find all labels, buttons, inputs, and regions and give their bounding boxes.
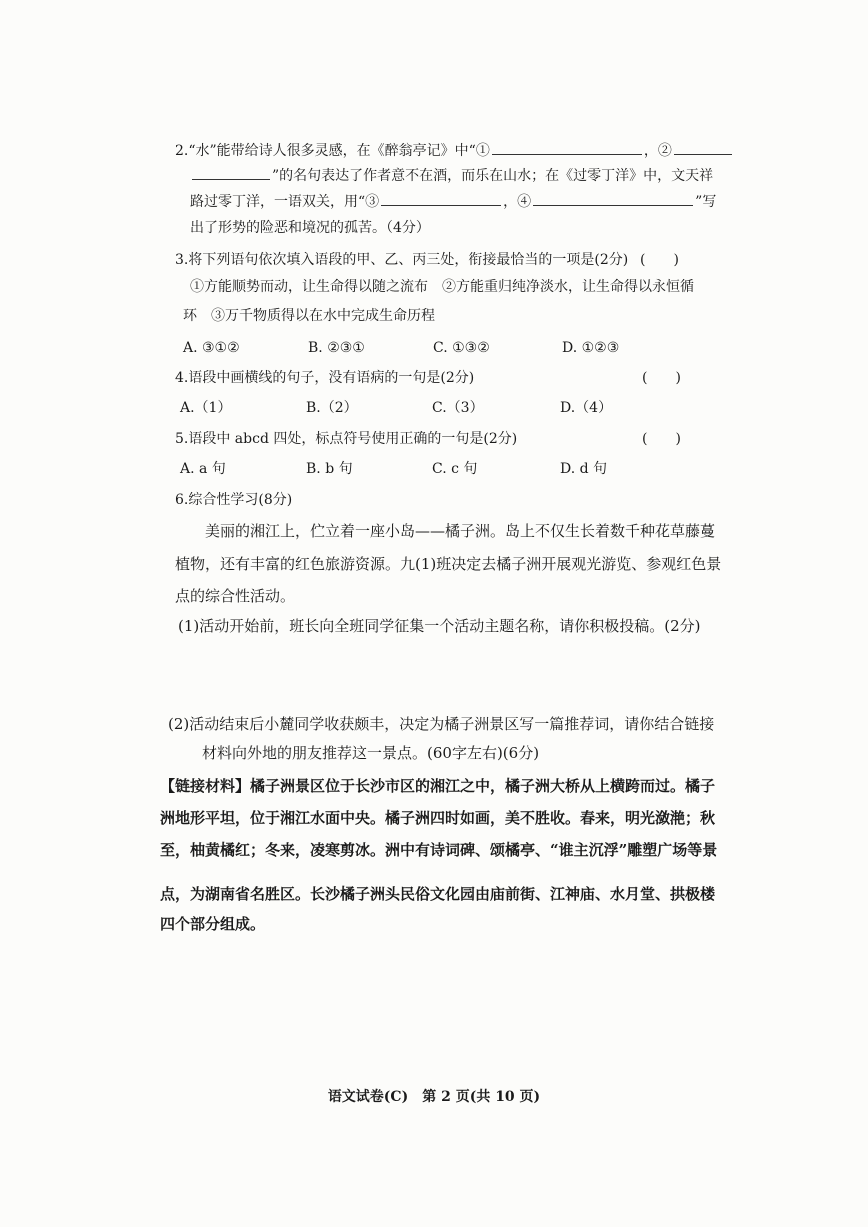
q5-option-c: C. c 句 xyxy=(432,461,478,477)
q2-line4: 出了形势的险恶和境况的孤苦。（4分） xyxy=(190,220,430,236)
blank-4[interactable] xyxy=(533,191,693,206)
page-footer: 语文试卷(C) 第 2 页(共 10 页) xyxy=(327,1089,541,1105)
q4-option-d: D.（4） xyxy=(560,400,613,416)
link-material-1: 【链接材料】橘子洲景区位于长沙市区的湘江之中，橘子洲大桥从上横跨而过。橘子 xyxy=(160,777,716,795)
q3-option-d: D. ①②③ xyxy=(562,340,620,356)
link-material-2: 洲地形平坦，位于湘江水面中央。橘子洲四时如画，美不胜收。春来，明光潋滟；秋 xyxy=(160,809,716,827)
link-material-4: 点，为湖南省名胜区。长沙橘子洲头民俗文化园由庙前街、江神庙、水月堂、拱极楼 xyxy=(160,885,716,903)
q3-answer-paren[interactable]: ( ) xyxy=(640,252,679,268)
q2-text-c: ”的名句表达了作者意不在酒，而乐在山水；在《过零丁洋》中，文天祥 xyxy=(272,168,714,184)
q2-text-f: ”写 xyxy=(695,194,717,210)
blank-2b[interactable] xyxy=(192,165,270,180)
q2-line3 xyxy=(190,191,716,212)
link-material-3: 至，柚黄橘红；冬来，凌寒剪冰。洲中有诗词碑、颂橘亭、“谁主沉浮”雕塑广场等景 xyxy=(160,841,718,859)
q5-option-d: D. d 句 xyxy=(560,461,608,477)
q3-stem: 3.将下列语句依次填入语段的甲、乙、丙三处，衔接最恰当的一项是(2分) xyxy=(175,252,629,268)
q2-line1 xyxy=(175,140,734,161)
q4-answer-paren[interactable]: ( ) xyxy=(642,370,681,386)
q6-sub2-b: 材料向外地的朋友推荐这一景点。(60字左右)(6分) xyxy=(202,744,540,762)
q6-intro-2: 植物，还有丰富的红色旅游资源。九(1)班决定去橘子洲开展观光游览、参观红色景 xyxy=(175,555,722,573)
q2-text-e: ，④ xyxy=(503,194,532,210)
q4-option-b: B.（2） xyxy=(306,400,358,416)
q6-stem: 6.综合性学习(8分) xyxy=(175,492,293,508)
q2-text-b: ，② xyxy=(643,143,672,159)
q5-stem: 5.语段中 abcd 四处，标点符号使用正确的一句是(2分) xyxy=(175,431,518,447)
q6-intro-1: 美丽的湘江上，伫立着一座小岛——橘子洲。岛上不仅生长着数千种花草藤蔓 xyxy=(205,522,716,540)
q5-answer-paren[interactable]: ( ) xyxy=(642,431,681,447)
q6-sub1: (1)活动开始前，班长向全班同学征集一个活动主题名称，请你积极投稿。(2分) xyxy=(178,617,701,635)
blank-2a[interactable] xyxy=(674,140,732,155)
q3-option-a: A. ③①② xyxy=(183,340,240,356)
link-material-5: 四个部分组成。 xyxy=(160,915,266,933)
q2-text-d: 路过零丁洋，一语双关，用“③ xyxy=(190,194,380,210)
q3-line3: 环 ③万千物质得以在水中完成生命历程 xyxy=(183,308,435,324)
q3-line2: ①方能顺势而动，让生命得以随之流布 ②方能重归纯净淡水，让生命得以永恒循 xyxy=(190,279,694,295)
q2-text-a: 2.“水”能带给诗人很多灵感，在《醉翁亭记》中“① xyxy=(175,143,490,159)
blank-1[interactable] xyxy=(492,140,642,155)
q6-sub2-a: (2)活动结束后小麓同学收获颇丰，决定为橘子洲景区写一篇推荐词，请你结合链接 xyxy=(168,715,715,733)
q5-option-b: B. b 句 xyxy=(306,461,353,477)
q2-line2 xyxy=(190,165,713,186)
blank-3[interactable] xyxy=(381,191,501,206)
q3-option-c: C. ①③② xyxy=(433,340,490,356)
q3-option-b: B. ②③① xyxy=(308,340,365,356)
q4-option-a: A.（1） xyxy=(180,400,232,416)
q4-stem: 4.语段中画横线的句子，没有语病的一句是(2分) xyxy=(175,370,475,386)
q6-intro-3: 点的综合性活动。 xyxy=(175,587,296,605)
q5-option-a: A. a 句 xyxy=(180,461,226,477)
q4-option-c: C.（3） xyxy=(432,400,484,416)
